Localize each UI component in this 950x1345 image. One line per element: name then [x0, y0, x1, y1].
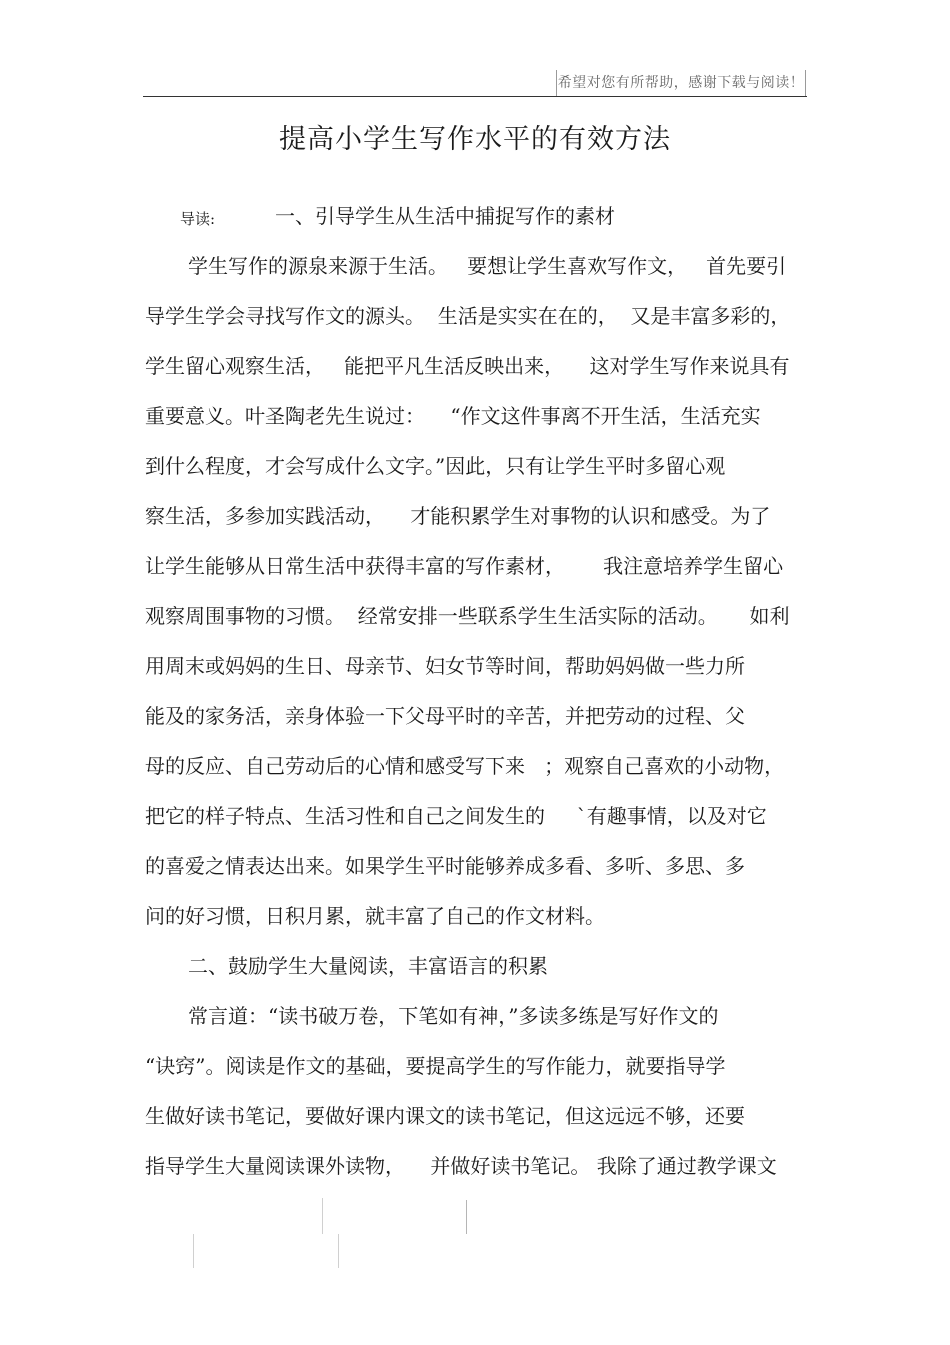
paragraph-line: 学生留心观察生活， 能把平凡生活反映出来， 这对学生写作来说具有 — [145, 354, 790, 378]
paragraph-line: 到什么程度，才会写成什么文字。”因此，只有让学生平时多留心观 — [145, 454, 726, 478]
paragraph-line: “诀窍”。阅读是作文的基础，要提高学生的写作能力，就要指导学 — [145, 1054, 726, 1078]
scan-artifact-line — [193, 1234, 194, 1268]
scan-artifact-line — [322, 1198, 323, 1234]
paragraph-line: 观察周围事物的习惯。 经常安排一些联系学生生活实际的活动。 如利 — [145, 604, 790, 628]
paragraph-line: 能及的家务活，亲身体验一下父母平时的辛苦，并把劳动的过程、父 — [145, 704, 745, 728]
scan-artifact-line — [338, 1234, 339, 1268]
paragraph-line: 常言道：“读书破万卷，下笔如有神，”多读多练是写好作文的 — [188, 1004, 719, 1028]
section-heading-2: 二、鼓励学生大量阅读，丰富语言的积累 — [188, 954, 548, 978]
header-rule — [143, 96, 807, 97]
document-title: 提高小学生写作水平的有效方法 — [279, 124, 671, 155]
paragraph-line: 问的好习惯，日积月累，就丰富了自己的作文材料。 — [145, 904, 605, 928]
header-note: 希望对您有所帮助，感谢下载与阅读！ — [556, 70, 806, 96]
section-heading-1: 一、引导学生从生活中捕捉写作的素材 — [275, 204, 615, 228]
paragraph-line: 让学生能够从日常生活中获得丰富的写作素材， 我注意培养学生留心 — [145, 554, 784, 578]
scan-artifact-line — [466, 1200, 467, 1234]
paragraph-line: 学生写作的源泉来源于生活。 要想让学生喜欢写作文， 首先要引 — [188, 254, 787, 278]
paragraph-line: 指导学生大量阅读课外读物， 并做好读书笔记。 我除了通过教学课文 — [145, 1154, 777, 1178]
paragraph-line: 的喜爱之情表达出来。如果学生平时能够养成多看、多听、多思、多 — [145, 854, 745, 878]
paragraph-line: 察生活，多参加实践活动， 才能积累学生对事物的认识和感受。为了 — [145, 504, 771, 528]
paragraph-line: 生做好读书笔记，要做好课内课文的读书笔记，但这远远不够，还要 — [145, 1104, 745, 1128]
lead-label: 导读: — [180, 210, 216, 228]
paragraph-line: 导学生学会寻找写作文的源头。 生活是实实在在的， 又是丰富多彩的， — [145, 304, 791, 328]
paragraph-line: 用周末或妈妈的生日、母亲节、妇女节等时间，帮助妈妈做一些力所 — [145, 654, 745, 678]
paragraph-line: 重要意义。叶圣陶老先生说过： “作文这件事离不开生活，生活充实 — [145, 404, 761, 428]
paragraph-line: 母的反应、自己劳动后的心情和感受写下来 ；观察自己喜欢的小动物， — [145, 754, 785, 778]
paragraph-line: 把它的样子特点、生活习性和自己之间发生的 `有趣事情，以及对它 — [145, 804, 767, 828]
